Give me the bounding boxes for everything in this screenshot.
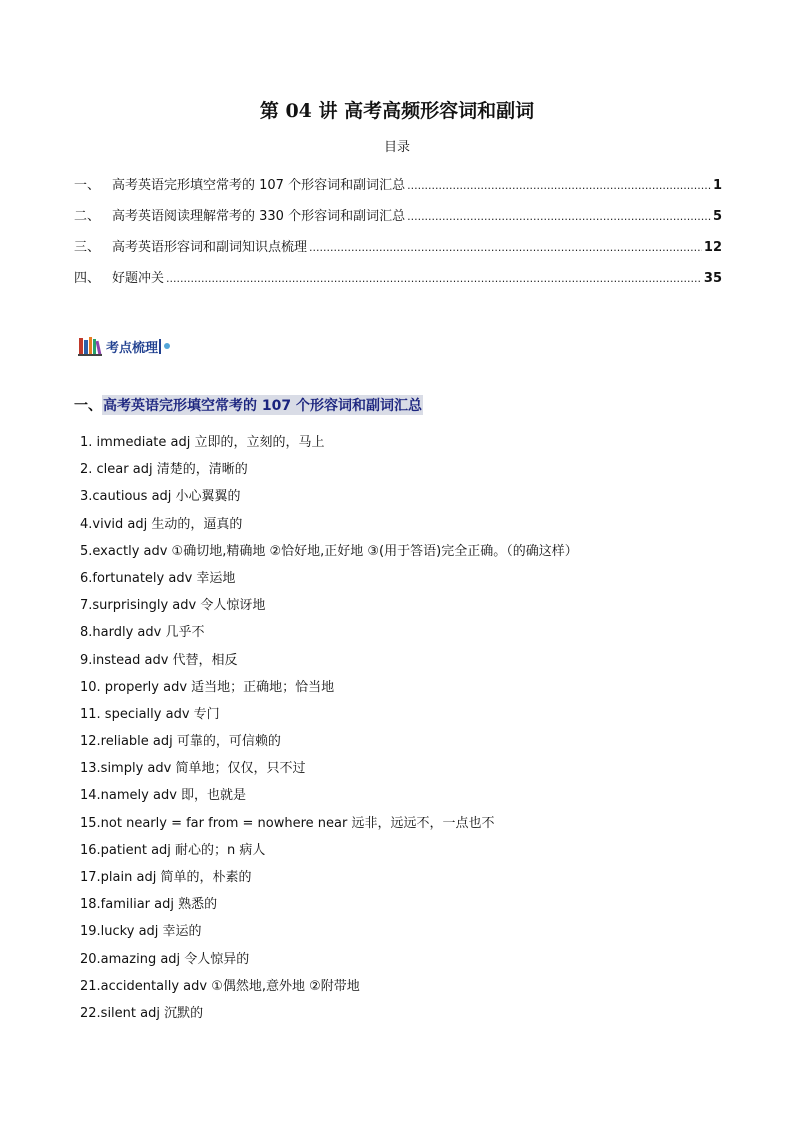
page-title: 第 04 讲 高考高频形容词和副词 [259, 100, 535, 122]
badge-label: 考点梳理 [106, 340, 159, 356]
vocabulary-list [80, 434, 720, 1032]
toc-entry-number: 二、 [74, 209, 101, 224]
toc-leader-dots [166, 272, 702, 285]
toc-entry-title: 高考英语完形填空常考的 107 个形容词和副词汇总 [112, 178, 406, 193]
toc-leader-dots [407, 179, 711, 192]
toc-entry[interactable] [74, 174, 722, 205]
section-title: 高考英语完形填空常考的 107 个形容词和副词汇总 [102, 395, 423, 415]
toc-entry-number: 四、 [74, 271, 101, 286]
toc-heading: 目录 [383, 140, 410, 155]
list-item: 16.patient adj 耐心的；n 病人 [80, 842, 266, 858]
toc-entry-number: 一、 [74, 178, 101, 193]
toc-entry-title: 高考英语形容词和副词知识点梳理 [112, 240, 308, 255]
list-item: 14.namely adv 即，也就是 [80, 788, 247, 804]
toc-entry-number: 三、 [74, 240, 101, 255]
list-item: 6.fortunately adv 幸运地 [80, 570, 236, 586]
toc-entry-page: 1 [712, 178, 722, 193]
section-number: 一、 [74, 398, 102, 414]
list-item: 15.not nearly = far from = nowhere near 远非，远远不，一点也不 [80, 815, 495, 831]
list-item: 20.amazing adj 令人惊异的 [80, 951, 250, 967]
toc-entry-title: 高考英语阅读理解常考的 330 个形容词和副词汇总 [112, 209, 406, 224]
toc-leader-dots [407, 210, 711, 223]
dot-icon [164, 343, 170, 349]
list-item: 7.surprisingly adv 令人惊讶地 [80, 598, 266, 614]
toc-entry[interactable] [74, 205, 722, 236]
list-item: 19.lucky adj 幸运的 [80, 924, 202, 940]
list-item: 12.reliable adj 可靠的，可信赖的 [80, 734, 281, 750]
toc-entry-page: 12 [703, 240, 722, 255]
list-item: 8.hardly adv 几乎不 [80, 625, 205, 641]
toc-entry[interactable] [74, 236, 722, 267]
table-of-contents [74, 174, 722, 298]
section-heading [74, 395, 423, 415]
list-item: 3.cautious adj 小心翼翼的 [80, 489, 241, 505]
list-item: 17.plain adj 简单的，朴素的 [80, 870, 252, 885]
list-item: 10. properly adv 适当地；正确地；恰当地 [80, 679, 335, 695]
list-item: 22.silent adj 沉默的 [80, 1005, 204, 1021]
books-icon [78, 336, 104, 356]
toc-entry[interactable] [74, 267, 722, 298]
section-badge [78, 336, 170, 356]
list-item: 4.vivid adj 生动的，逼真的 [80, 516, 243, 532]
list-item: 18.familiar adj 熟悉的 [80, 897, 218, 913]
cursor-bar [159, 339, 161, 354]
list-item: 11. specially adv 专门 [80, 706, 220, 722]
list-item: 21.accidentally adv ①偶然地,意外地 ②附带地 [80, 978, 360, 994]
list-item: 2. clear adj 清楚的，清晰的 [80, 462, 248, 478]
list-item: 5.exactly adv ①确切地,精确地 ②恰好地,正好地 ③(用于答语)完全正确。（的确这样） [80, 543, 578, 559]
toc-leader-dots [309, 241, 702, 254]
list-item: 13.simply adv 简单地；仅仅，只不过 [80, 761, 306, 777]
toc-entry-page: 35 [703, 271, 722, 286]
toc-entry-title: 好题冲关 [112, 271, 165, 286]
toc-entry-page: 5 [712, 209, 722, 224]
list-item: 1. immediate adj 立即的，立刻的，马上 [80, 435, 325, 450]
list-item: 9.instead adv 代替，相反 [80, 652, 238, 668]
